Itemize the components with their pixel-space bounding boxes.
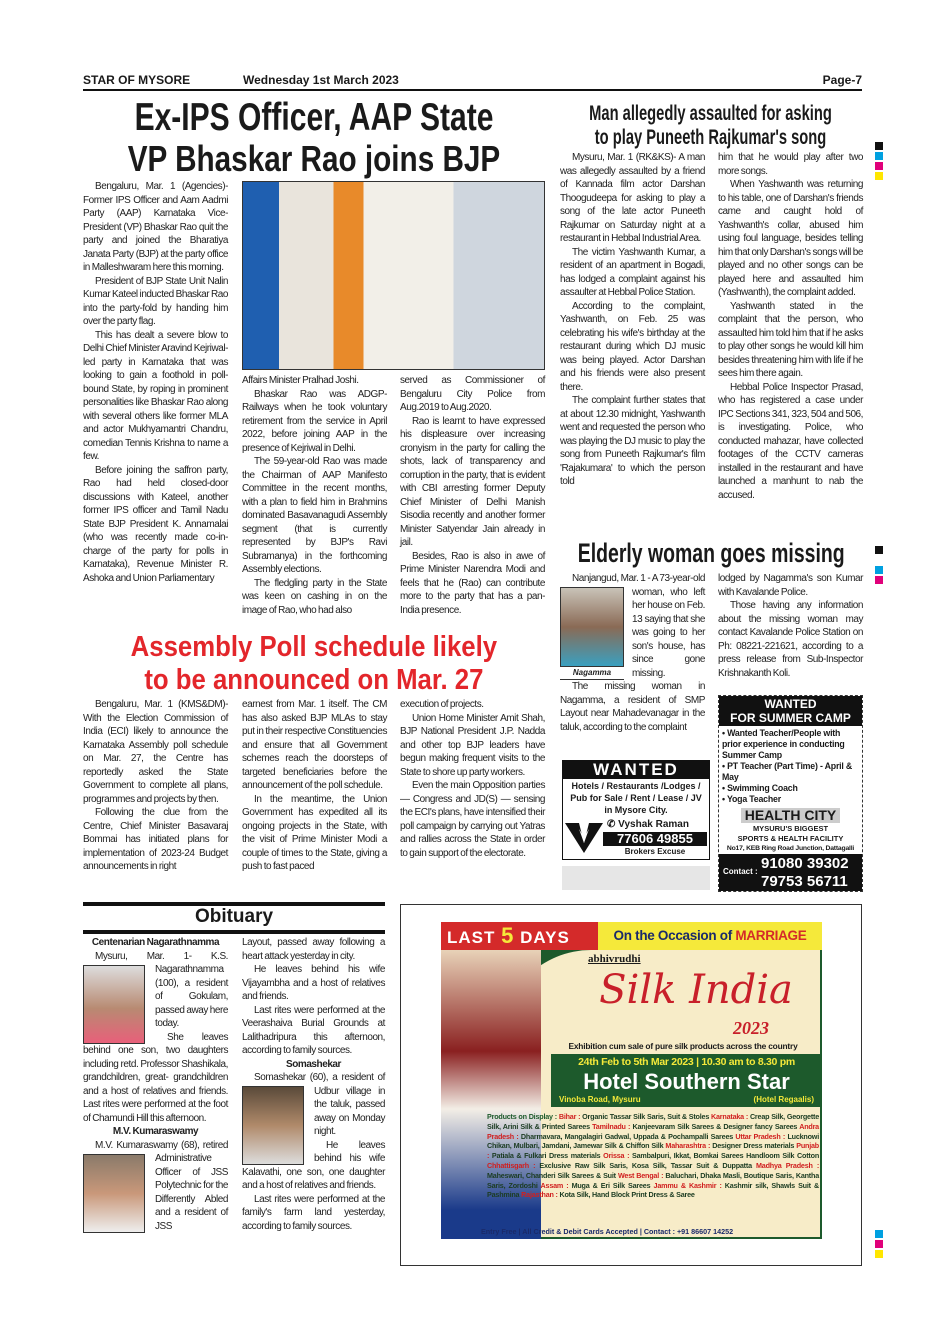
assault-column-2: [718, 151, 863, 502]
paragraph: He leaves behind his wife Kalavathi, one son, one daughter and a host of relatives and friends.: [242, 1139, 385, 1191]
assault-headline: [560, 102, 862, 150]
product-items: Maheswari, Chanderi Silk Sarees & Suit: [487, 1170, 618, 1180]
print-mark: [875, 546, 883, 554]
wanted-property-ad: [562, 760, 710, 860]
paragraph: The 59-year-old Rao was made the Chairman of AAP Manifesto Committee in the recent months, with a plan to field him in Brahmins dominated Basavanagudi Assembly segment (that is currently represented by BJP's Ravi Subramanya) in the forthcoming Assembly elections.: [242, 456, 387, 575]
missing-photo-block: [560, 572, 632, 680]
somashekar-photo: [242, 1086, 304, 1165]
poll-headline: [83, 631, 545, 697]
poll-column-2: [242, 698, 387, 874]
kumaraswamy-photo: [83, 1154, 145, 1233]
last-days-banner: LAST 5 DAYS: [441, 922, 598, 950]
print-mark: [875, 1250, 883, 1258]
paper-name: STAR OF MYSORE: [83, 73, 191, 87]
health-city-brand: HEALTH CITY: [741, 808, 840, 823]
product-items: Dharmavara, Mangalagiri Gadwal, Uppada & Pochampalli Sarees: [520, 1131, 736, 1141]
venue-address: Vinoba Road, Mysuru (Hotel Regaalis): [559, 1095, 814, 1104]
ad-address: No17, KEB Ring Road Junction, Dattagalli: [726, 845, 855, 852]
list-item: • Wanted Teacher/People with prior experience in conducting Summer Camp: [722, 728, 845, 760]
paragraph: execution of projects.: [400, 699, 484, 710]
paragraph: She leaves behind one son, two daughters including retd. Professor Shashikala, grandchildren, great- grandchildren and a host of relatives and friends. Last rites were performed at the foot of Chamundi Hill this afternoon.: [83, 1031, 228, 1124]
product-items: Baluchari, Dhaka Masli, Boutique Saris, Kantha Saris, Zordoshi: [487, 1170, 819, 1190]
contact-label: Contact :: [723, 867, 758, 876]
camp-vacancy-list: [719, 726, 862, 807]
paragraph: He leaves behind his wife Vijayambha and a host of relatives and friends.: [242, 964, 385, 1002]
paragraph: Bengaluru, Mar. 1 (Agencies)- Former IPS Officer and Aam Aadmi Party (AAP) Karnataka Vice-President (VP) Bhaskar Rao quit the party and joined the Bharatiya Janata Party (BJP) at the party office in Malleshwaram here this morning.: [83, 181, 228, 273]
paragraph: The complaint further states that at about 12.30 midnight, Yashwanth went and requested the person who was playing the DJ music to play the song from Puneeth Rajkumar's film 'Rajakumara' to which the person told: [560, 395, 705, 487]
paragraph: In the meantime, the Union Government has expedited all its ongoing projects in the State, with the visit of Prime Minister Modi a couple of times to the State, giving a push to fast paced: [242, 793, 387, 872]
lead-headline-line1: Ex-IPS Officer, AAP State: [134, 96, 494, 139]
obituary-column-2: [242, 936, 385, 1233]
abhivrudhi-label: abhivrudhi: [588, 953, 641, 965]
poll-column-3: [400, 698, 545, 860]
obituary-heading: Obituary: [194, 906, 274, 927]
paragraph: This has dealt a severe blow to Delhi Chief Minister Aravind Kejriwal-led party in Karnataka that was looking to gain a foothold in poll-bound State, by roping in prominent personalities like Bhaskar Rao along with several others like former MLA and actor Mukhyamantri Chandru, comedian Tennis Krishna to name a few.: [83, 329, 228, 462]
obituary-name: M.V. Kumaraswamy: [112, 1126, 199, 1137]
paragraph: Somashekar (60), a resident of Udbur village in the taluk, passed away on Monday night.: [254, 1072, 385, 1137]
ad-subtitle: FOR SUMMER CAMP: [730, 711, 851, 725]
paragraph: The victim Yashwanth Kumar, a resident of an apartment in Bogadi, has lodged a complaint against his assaulter at Hebbal Police Station.: [560, 246, 705, 298]
ad-title-block: [719, 696, 862, 726]
assault-headline-line1: Man allegedly assaulted for asking: [589, 102, 832, 125]
product-items: Muga & Eri Silk Sarees: [571, 1180, 654, 1190]
products-label: Products on Display :: [487, 1112, 557, 1121]
paragraph: Layout, passed away following a heart attack yesterday in city.: [242, 937, 385, 962]
product-state: Madhya Pradesh :: [756, 1160, 820, 1170]
print-mark: [875, 566, 883, 574]
product-state: Bihar :: [558, 1112, 583, 1121]
summer-camp-ad: [718, 695, 863, 892]
lead-column-1: [83, 180, 228, 585]
paragraph: Those having any information about the missing woman may contact Kavalande Police Station on Ph: 08221-221621, according to a press release from Sub-Inspector Krishnakanth Koli.: [718, 600, 863, 679]
obituary-name: Centenarian Nagarathnamma: [91, 937, 220, 948]
paragraph: Union Home Minister Amit Shah, BJP National President J.P. Nadda and other top BJP leaders have begun making frequent visits to the State to shore up party workers.: [400, 712, 545, 778]
vyshak-logo-icon: [565, 823, 603, 853]
lead-photo-bhaskar-rao-joins-bjp: [242, 181, 545, 370]
photo-caption: Nagamma: [560, 667, 624, 680]
lead-headline-line2: VP Bhaskar Rao joins BJP: [127, 138, 501, 179]
venue-band: [551, 1054, 822, 1107]
paragraph: Bhaskar Rao was ADGP-Railways when he took voluntary retirement from the service in April 2022, before joining AAP in the presence of Kejriwal in Delhi.: [242, 388, 387, 454]
ad-venue: Hotel Southern Star: [583, 1069, 790, 1094]
product-items: Kashmir silk, Shawls Suit & Pashmina: [487, 1180, 819, 1200]
paragraph: The missing woman in Nagamma, a resident of SMP Layout near Mahadevanagar in the taluk, according to the complaint: [560, 681, 705, 733]
paragraph: Besides, Rao is also in awe of Prime Minister Narendra Modi and feels that he (Rao) can contribute more to the party that has a pan-India presence.: [400, 550, 545, 616]
product-items: Exclusive Raw Silk Saris, Kosa Silk, Tassar Suit & Duppatta: [539, 1160, 757, 1170]
product-state: Orissa :: [603, 1151, 632, 1161]
product-items: Kota Silk, Hand Block Print Dress & Saree: [559, 1190, 695, 1200]
paragraph: lodged by Nagamma's son Kumar with Kavalande Police.: [718, 573, 863, 598]
ad-footer: Brokers Excuse: [624, 847, 686, 856]
paragraph: Mysuru, Mar. 1- K.S. Nagarathnamma (100), a resident of Gokulam, passed away here today.: [95, 950, 228, 1029]
product-state: Jammu & Kashmir :: [653, 1180, 725, 1190]
ad-tagline: MYSURU'S BIGGEST: [752, 824, 829, 833]
product-items: Lucknowi Chikan, Mulbari, Jamdani, Jamewar Silk & Chiffon Silk: [487, 1131, 819, 1151]
ad-tagline: SPORTS & HEALTH FACILITY: [737, 834, 844, 843]
product-items: Kanjeevaram Silk Sarees & Designer fancy Sarees: [632, 1121, 800, 1131]
product-items: Creap Silk, Georgette Silk, Arini Silk & Printed Sarees: [487, 1112, 819, 1131]
print-mark: [875, 576, 883, 584]
paragraph: Last rites were performed at the family's farm land yesterday, according to family sources.: [242, 1193, 385, 1232]
kumaraswamy-photo-block: [83, 1139, 155, 1233]
ad-title: WANTED: [764, 697, 817, 711]
paragraph: President of BJP State Unit Nalin Kumar Kateel inducted Bhaskar Rao into the party-fold by handing him over the party flag.: [83, 275, 228, 327]
print-mark: [875, 1230, 883, 1238]
ad-year: 2023: [733, 1018, 769, 1038]
ad-contact-name: ✆ Vyshak Raman: [607, 819, 689, 830]
paragraph: Nanjangud, Mar. 1 - A 73-year-old woman, who left her house on Feb. 13 saying that she was going to her son's house, has since gone missing.: [572, 573, 705, 679]
product-state: Andra Pradesh :: [487, 1121, 819, 1141]
assault-headline-line2: to play Puneeth Rajkumar's song: [594, 126, 827, 149]
issue-date: Wednesday 1st March 2023: [243, 73, 399, 87]
paragraph: Yashwanth stated in the complaint that the person, who assaulted him told him that if he asks to play other songs he would kill him besides threatening him with life if he sees him there again.: [718, 300, 863, 379]
phone-1: 91080 39302: [761, 855, 849, 872]
ad-dates: 24th Feb to 5th Mar 2023 | 10.30 am to 8.30 pm: [578, 1056, 795, 1068]
assault-column-1: [560, 151, 705, 489]
product-items: Sambalpuri, Ikkat, Bomkai Sarees Handloom Silk Cotton: [631, 1151, 820, 1161]
paragraph: Even the main Opposition parties — Congress and JD(S) — sensing the ECI's plans, have intensified their poll campaign by carrying out Yatras and rallies across the State in order to gain support of the electorate.: [400, 780, 545, 859]
print-mark: [875, 1240, 883, 1248]
missing-woman-photo: [560, 587, 624, 667]
product-items: Designer Dress materials: [712, 1141, 797, 1151]
obituary-bottom-rule: [83, 930, 385, 934]
poll-headline-line2: to be announced on Mar. 27: [144, 664, 484, 696]
paragraph: earnest from Mar. 1 itself. The CM has also asked BJP MLAs to stay put in their respective Constituencies and ensure that all Government schemes reach the doorsteps of targeted beneficiaries before the announcement of the poll schedule.: [242, 699, 387, 791]
print-mark: [875, 152, 883, 160]
ad-footer-contact: Entry Free | All Credit & Debit Cards Accepted | Contact : +91 86607 14252: [481, 1227, 734, 1236]
paragraph: Following the clue from the Centre, Chief Minister Basavaraj Bommai has initiated plans for implementation of 2023-24 Budget announcements in right: [83, 807, 228, 872]
somashekar-photo-block: [242, 1071, 314, 1165]
product-state: West Bengal :: [617, 1170, 666, 1180]
ad-tagline: Exhibition cum sale of pure silk products across the country: [568, 1041, 798, 1051]
nagarathnamma-photo-block: [83, 950, 155, 1044]
missing-column-1: [560, 572, 705, 734]
ad-body: Hotels / Restaurants /Lodges / Pub for Sale / Rent / Lease / JV in Mysore City.: [570, 781, 702, 815]
paragraph: When Yashwanth was returning to his table, one of Darshan's friends came and caught hold of Yashwanth's collar, abused him using foul language, besides telling him that only Darshan's songs will be played and no other songs can be played here and assaulted him (Yashwanth), the complaint added.: [718, 179, 863, 298]
silk-india-ad: [441, 922, 822, 1239]
product-state: Chhattisgarh :: [487, 1160, 540, 1170]
obituary-name: Somashekar: [286, 1058, 341, 1070]
products-list: [487, 1112, 819, 1200]
nagarathnamma-photo: [83, 965, 145, 1044]
missing-column-2: [718, 572, 863, 680]
paragraph: M.V. Kumaraswamy (68), retired Administrative Officer of JSS Polytechnic for the Differently Abled and a resident of JSS: [95, 1139, 228, 1232]
product-state: Assam :: [540, 1180, 572, 1190]
days-count: 5: [501, 923, 515, 948]
paragraph: Before joining the saffron party, Rao had held closed-door discussions with Kateel, another former IPS officer and Tamil Nadu State BJP President K. Annamalai (who was recently made co-in-charge of the party for polls in Karnataka), Revenue Minister R. Ashoka and Union Parliamentary: [83, 464, 228, 584]
paragraph: Rao is learnt to have expressed his displeasure over increasing cronyism in the party for calling the shots, lack of transparency and corruption in the party, that is evident with CBI arresting former Deputy Chief Minister of Delhi Manish Sisodia recently and another former Minister Satyendar Jain already in jail.: [400, 415, 545, 548]
ad-phone: 77606 49855: [603, 832, 707, 846]
header-rule: [83, 89, 862, 91]
print-mark: [875, 142, 883, 150]
paragraph: Last rites were performed at the Veerashaiva Burial Grounds at Lalithadripura this afternoon, according to family sources.: [242, 1004, 385, 1056]
ad-title: WANTED: [563, 761, 709, 779]
product-state: Maharashtra :: [665, 1141, 713, 1151]
list-item: • PT Teacher (Part Time) - April & May: [722, 761, 853, 782]
product-state: Karnataka :: [711, 1112, 750, 1121]
ad-contact-block: [719, 854, 862, 891]
silk-india-logo: Silk India: [599, 967, 793, 1013]
print-mark: [875, 172, 883, 180]
print-mark: [875, 162, 883, 170]
lead-headline: [83, 97, 545, 179]
paragraph: Mysuru, Mar. 1 (RK&KS)- A man was allegedly assaulted by a friend of Kannada film actor Darshan Thoogudeepa for asking to play a song of the late actor Puneeth Rajkumar on Saturday night at a restaurant in Hebbal Industrial Area.: [560, 152, 705, 244]
paragraph: Affairs Minister Pralhad Joshi.: [242, 375, 359, 386]
list-item: • Swimming Coach: [722, 783, 798, 793]
paragraph: Hebbal Police Inspector Prasad, who has registered a case under IPC Sections 341, 323, 504 and 506, is investigating. Police, who conducted mahazar, have collected footages of the CCTV cameras installed in the restaurant and have launched a manhunt to nab the accused.: [718, 381, 863, 501]
page-number: Page-7: [822, 73, 862, 87]
contact-name: Vyshak Raman: [618, 819, 689, 830]
missing-headline: Elderly woman goes missing: [577, 538, 845, 568]
lead-column-3: [400, 374, 545, 617]
product-state: Rajasthan :: [521, 1190, 560, 1200]
lead-column-2: [242, 374, 387, 617]
poll-headline-line1: Assembly Poll schedule likely: [130, 631, 498, 663]
phone-2: 79753 56711: [761, 873, 848, 890]
occasion-banner: On the Occasion of MARRIAGE: [598, 922, 822, 950]
paragraph: Bengaluru, Mar. 1 (KMS&DM)- With the Election Commission of India (ECI) likely to announce the Karnataka Assembly poll schedule on Mar. 27, the Centre has reportedly asked the State Government to complete all plans, programmes and projects by then.: [83, 699, 228, 805]
paragraph: him that he would play after two more songs.: [718, 152, 863, 177]
poll-column-1: [83, 698, 228, 874]
product-items: Patiala & Fulkari Dress materials: [491, 1151, 604, 1161]
paragraph: According to the complaint, Yashwanth, on Feb. 25 was celebrating his wife's birthday at the restaurant during which DJ music was being played. Actor Darshan and his friends were also present there.: [560, 300, 705, 393]
product-state: Tamilnadu :: [592, 1121, 633, 1131]
paragraph: served as Commissioner of Bengaluru City Police from Aug.2019 to Aug.2020.: [400, 375, 545, 413]
product-state: Punjab :: [487, 1141, 819, 1161]
product-state: Uttar Pradesh :: [735, 1131, 788, 1141]
list-item: • Yoga Teacher: [722, 794, 781, 804]
product-items: Organic Tassar Silk Saris, Suit & Stoles: [582, 1112, 712, 1121]
obituary-column-1: [83, 936, 228, 1233]
missing-headline-box: [560, 538, 862, 570]
paragraph: The fledgling party in the State was keen on cashing in on the image of Rao, who had also: [242, 577, 387, 616]
blank-ad-box: [562, 866, 710, 890]
